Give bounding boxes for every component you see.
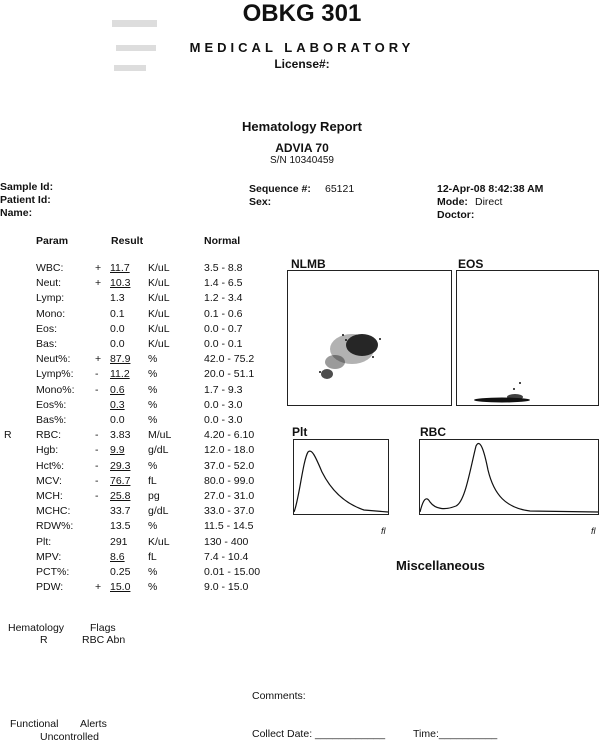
- alerts-label: Alerts: [80, 718, 107, 730]
- flags-label: Flags: [90, 622, 116, 634]
- row-unit: fL: [148, 550, 157, 563]
- row-flag: -: [95, 383, 99, 396]
- doctor-label: Doctor:: [437, 209, 475, 221]
- rbc-histogram: [419, 439, 599, 515]
- uncontrolled-label: Uncontrolled: [40, 731, 99, 743]
- param-header: Param: [36, 235, 69, 247]
- row-param: RDW%:: [36, 520, 74, 533]
- row-param: Lymp%:: [36, 368, 74, 381]
- row-param: PDW:: [36, 581, 64, 594]
- row-value: 9.9: [110, 444, 125, 457]
- row-flag: -: [95, 474, 99, 487]
- row-normal: 0.0 - 3.0: [204, 414, 243, 426]
- row-param: Eos%:: [36, 398, 67, 411]
- rbc-plot-label: RBC: [420, 425, 446, 439]
- row-unit: K/uL: [148, 535, 170, 548]
- row-value: 87.9: [110, 353, 131, 366]
- row-unit: K/uL: [148, 322, 170, 335]
- row-flag: +: [95, 262, 102, 274]
- flag-rbc-abn: RBC Abn: [82, 634, 126, 646]
- row-unit: %: [148, 459, 158, 472]
- lab-name: MEDICAL LABORATORY: [189, 40, 415, 55]
- row-param: Lymp:: [36, 292, 65, 305]
- row-normal: 7.4 - 10.4: [204, 550, 249, 563]
- row-unit: K/uL: [148, 307, 170, 320]
- row-normal: 80.0 - 99.0: [204, 474, 255, 487]
- row-value: 0.0: [110, 338, 125, 350]
- eos-scatter-plot: [456, 270, 599, 406]
- row-value: 3.83: [110, 429, 131, 442]
- report-heading: Hematology Report: [242, 119, 362, 134]
- row-value: 10.3: [110, 277, 131, 290]
- nlmb-scatter-plot: [287, 270, 452, 406]
- row-value: 25.8: [110, 490, 131, 502]
- row-value: 33.7: [110, 505, 131, 518]
- row-unit: g/dL: [148, 444, 169, 457]
- report-datetime: 12-Apr-08 8:42:38 AM: [437, 183, 544, 195]
- row-normal: 130 - 400: [204, 535, 249, 548]
- row-unit: %: [148, 414, 158, 426]
- row-normal: 12.0 - 18.0: [204, 444, 255, 457]
- license-label: License#:: [274, 57, 330, 71]
- row-normal: 33.0 - 37.0: [204, 505, 255, 518]
- row-param: PCT%:: [36, 566, 70, 578]
- row-unit: fL: [148, 474, 157, 487]
- row-flag: -: [95, 368, 99, 381]
- row-normal: 1.4 - 6.5: [204, 277, 243, 290]
- normal-header: Normal: [204, 235, 241, 247]
- row-flag: +: [95, 353, 102, 366]
- row-value: 1.3: [110, 292, 125, 305]
- row-unit: %: [148, 566, 158, 578]
- row-param: RBC:: [36, 429, 62, 442]
- scan-smudge: [116, 45, 156, 51]
- result-header: Result: [111, 235, 144, 247]
- row-param: MCHC:: [36, 505, 71, 518]
- report-title: OBKG 301: [242, 0, 362, 27]
- row-param: Mono%:: [36, 383, 75, 396]
- row-param: Hgb:: [36, 444, 59, 457]
- mode-value: Direct: [475, 196, 503, 208]
- serial-number: S/N 10340459: [270, 155, 334, 166]
- row-normal: 3.5 - 8.8: [204, 262, 243, 274]
- row-flag: -: [95, 459, 99, 472]
- row-normal: 0.1 - 0.6: [204, 307, 243, 320]
- nlmb-scatter-svg: [288, 271, 451, 405]
- scan-smudge: [114, 65, 146, 71]
- sequence-value: 65121: [325, 183, 355, 195]
- row-flag: +: [95, 581, 102, 594]
- row-unit: K/uL: [148, 338, 170, 350]
- row-value: 0.6: [110, 383, 125, 396]
- row-unit: %: [148, 353, 158, 366]
- row-unit: %: [148, 581, 158, 594]
- row-value: 76.7: [110, 474, 131, 487]
- row-value: 11.7: [110, 262, 130, 274]
- row-normal: 0.0 - 0.1: [204, 338, 243, 350]
- row-value: 0.25: [110, 566, 131, 578]
- miscellaneous-heading: Miscellaneous: [396, 558, 485, 573]
- row-param: Bas%:: [36, 414, 67, 426]
- row-value: 0.0: [110, 414, 125, 426]
- mode-label: Mode:: [437, 196, 468, 208]
- plt-histogram-svg: [294, 440, 388, 514]
- row-normal: 9.0 - 15.0: [204, 581, 249, 594]
- nlmb-plot-label: NLMB: [291, 257, 326, 271]
- row-value: 15.0: [110, 581, 131, 594]
- row-param: Hct%:: [36, 459, 65, 472]
- row-param: Plt:: [36, 535, 52, 548]
- row-unit: g/dL: [148, 505, 169, 518]
- plt-plot-label: Plt: [292, 425, 308, 439]
- row-unit: %: [148, 368, 158, 381]
- row-normal: 42.0 - 75.2: [204, 353, 255, 366]
- row-unit: %: [148, 398, 158, 411]
- plt-histogram: [293, 439, 389, 515]
- hematology-label: Hematology: [8, 622, 65, 634]
- row-flag: -: [95, 429, 99, 442]
- row-value: 11.2: [110, 368, 130, 381]
- time-label: Time:__________: [413, 728, 498, 740]
- analyzer-name: ADVIA 70: [275, 141, 329, 155]
- plt-fl-label: fl: [381, 526, 386, 536]
- row-value: 0.0: [110, 322, 125, 335]
- eos-scatter-svg: [457, 271, 598, 405]
- row-unit: K/uL: [148, 262, 170, 274]
- collect-date-label: Collect Date: ____________: [252, 728, 386, 740]
- row-normal: 37.0 - 52.0: [204, 459, 255, 472]
- sample-id-label: Sample Id:: [0, 181, 54, 193]
- row-unit: K/uL: [148, 292, 170, 305]
- functional-label: Functional: [10, 718, 59, 730]
- row-normal: 0.01 - 15.00: [204, 566, 261, 578]
- row-unit: M/uL: [148, 429, 172, 442]
- row-param: WBC:: [36, 262, 64, 274]
- row-mark: R: [4, 429, 12, 442]
- row-value: 0.3: [110, 398, 125, 411]
- row-unit: pg: [148, 490, 160, 502]
- row-normal: 0.0 - 3.0: [204, 398, 243, 411]
- row-unit: %: [148, 520, 158, 533]
- row-flag: +: [95, 277, 102, 290]
- row-value: 8.6: [110, 550, 125, 563]
- row-normal: 20.0 - 51.1: [204, 368, 255, 381]
- row-param: Eos:: [36, 322, 58, 335]
- row-param: Neut:: [36, 277, 62, 290]
- comments-label: Comments:: [252, 690, 306, 702]
- row-value: 13.5: [110, 520, 131, 533]
- row-normal: 4.20 - 6.10: [204, 429, 255, 442]
- row-normal: 1.2 - 3.4: [204, 292, 243, 305]
- row-value: 0.1: [110, 307, 125, 320]
- row-normal: 0.0 - 0.7: [204, 322, 243, 335]
- row-flag: -: [95, 490, 99, 502]
- scan-smudge: [112, 20, 157, 27]
- row-param: Mono:: [36, 307, 66, 320]
- patient-id-label: Patient Id:: [0, 194, 51, 206]
- row-param: MPV:: [36, 550, 62, 563]
- name-label: Name:: [0, 207, 33, 219]
- row-param: MCV:: [36, 474, 62, 487]
- rbc-fl-label: fl: [591, 526, 596, 536]
- row-param: MCH:: [36, 490, 63, 502]
- sex-label: Sex:: [249, 196, 272, 208]
- row-param: Neut%:: [36, 353, 71, 366]
- flag-mark: R: [40, 634, 48, 646]
- row-normal: 11.5 - 14.5: [204, 520, 254, 533]
- row-unit: K/uL: [148, 277, 170, 290]
- sequence-label: Sequence #:: [249, 183, 311, 195]
- row-flag: -: [95, 444, 99, 457]
- row-value: 29.3: [110, 459, 131, 472]
- row-normal: 1.7 - 9.3: [204, 383, 243, 396]
- row-normal: 27.0 - 31.0: [204, 490, 255, 502]
- row-value: 291: [110, 535, 128, 548]
- eos-plot-label: EOS: [458, 257, 484, 271]
- rbc-histogram-svg: [420, 440, 598, 514]
- row-unit: %: [148, 383, 158, 396]
- row-param: Bas:: [36, 338, 58, 350]
